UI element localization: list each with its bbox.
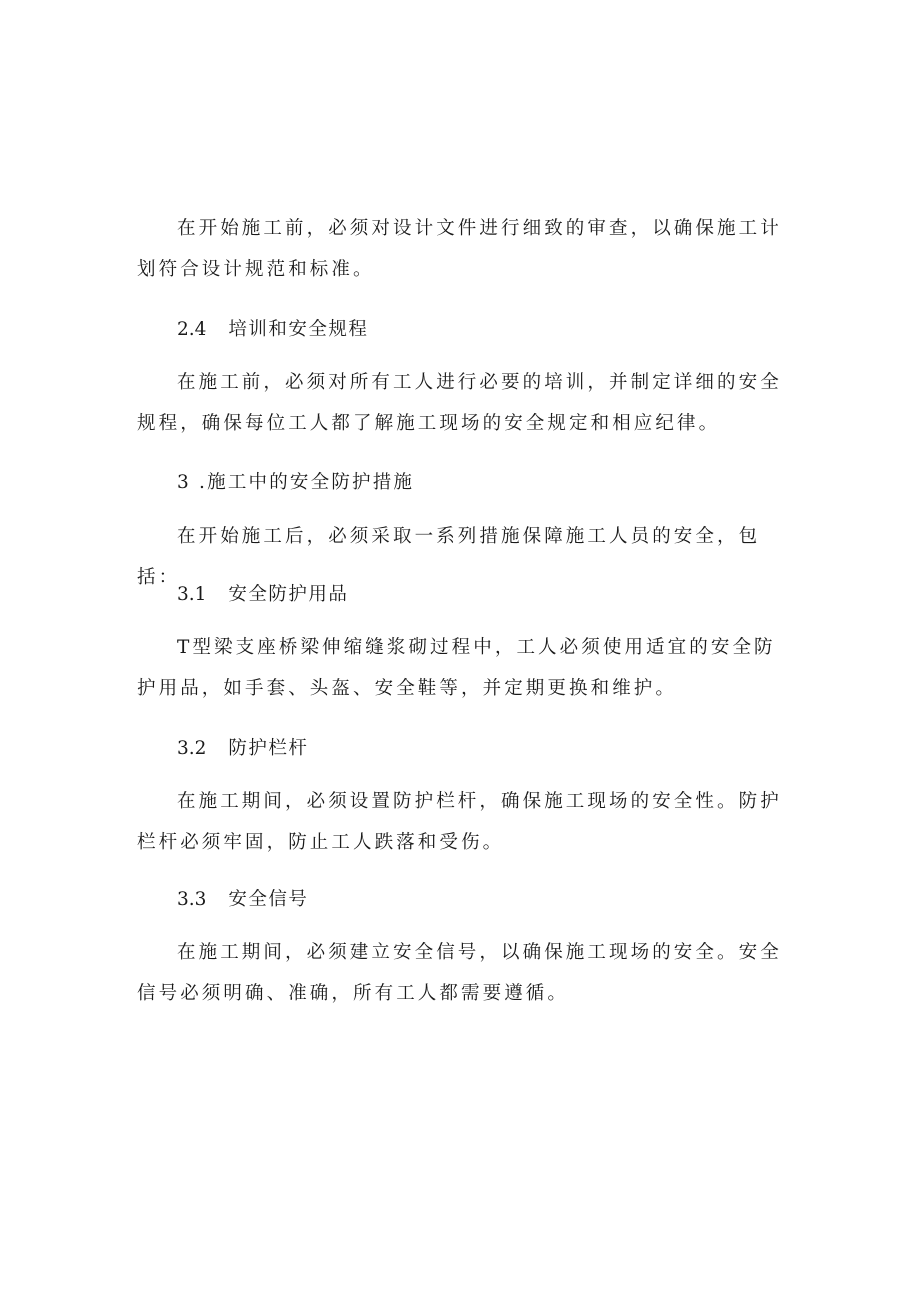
section-heading-3-3	[177, 885, 308, 915]
section-number: 3.1	[177, 584, 207, 605]
paragraph-safety-signals: 在施工期间，必须建立安全信号，以确保施工现场的安全。安全信号必须明确、准确，所有工人都需要遵循。	[137, 942, 782, 1004]
section-title: 安全防护用品	[228, 584, 349, 605]
paragraph-training: 在施工前，必须对所有工人进行必要的培训，并制定详细的安全规程，确保每位工人都了解施工现场的安全规定和相应纪律。	[137, 372, 782, 434]
section-heading-2-4	[177, 315, 368, 345]
paragraph-protective-gear: T型梁支座桥梁伸缩缝浆砌过程中，工人必须使用适宜的安全防护用品，如手套、头盔、安全鞋等，并定期更换和维护。	[137, 637, 776, 699]
section-title: 培训和安全规程	[228, 319, 369, 340]
section-title: 安全信号	[228, 889, 309, 910]
section-number: 3.3	[177, 889, 207, 910]
paragraph-guardrails: 在施工期间，必须设置防护栏杆，确保施工现场的安全性。防护栏杆必须牢固，防止工人跌落和受伤。	[137, 791, 782, 853]
section-heading-3-2	[177, 734, 308, 764]
section-heading-3: 3 .施工中的安全防护措施	[177, 472, 415, 493]
paragraph-measures-intro: 在开始施工后，必须采取一系列措施保障施工人员的安全，包括：	[137, 526, 761, 588]
section-heading-3-1	[177, 580, 348, 610]
section-number: 2.4	[177, 319, 207, 340]
section-number: 3.2	[177, 738, 207, 759]
paragraph-design-review: 在开始施工前，必须对设计文件进行细致的审查，以确保施工计划符合设计规范和标准。	[137, 218, 782, 280]
section-title: 防护栏杆	[228, 738, 309, 759]
